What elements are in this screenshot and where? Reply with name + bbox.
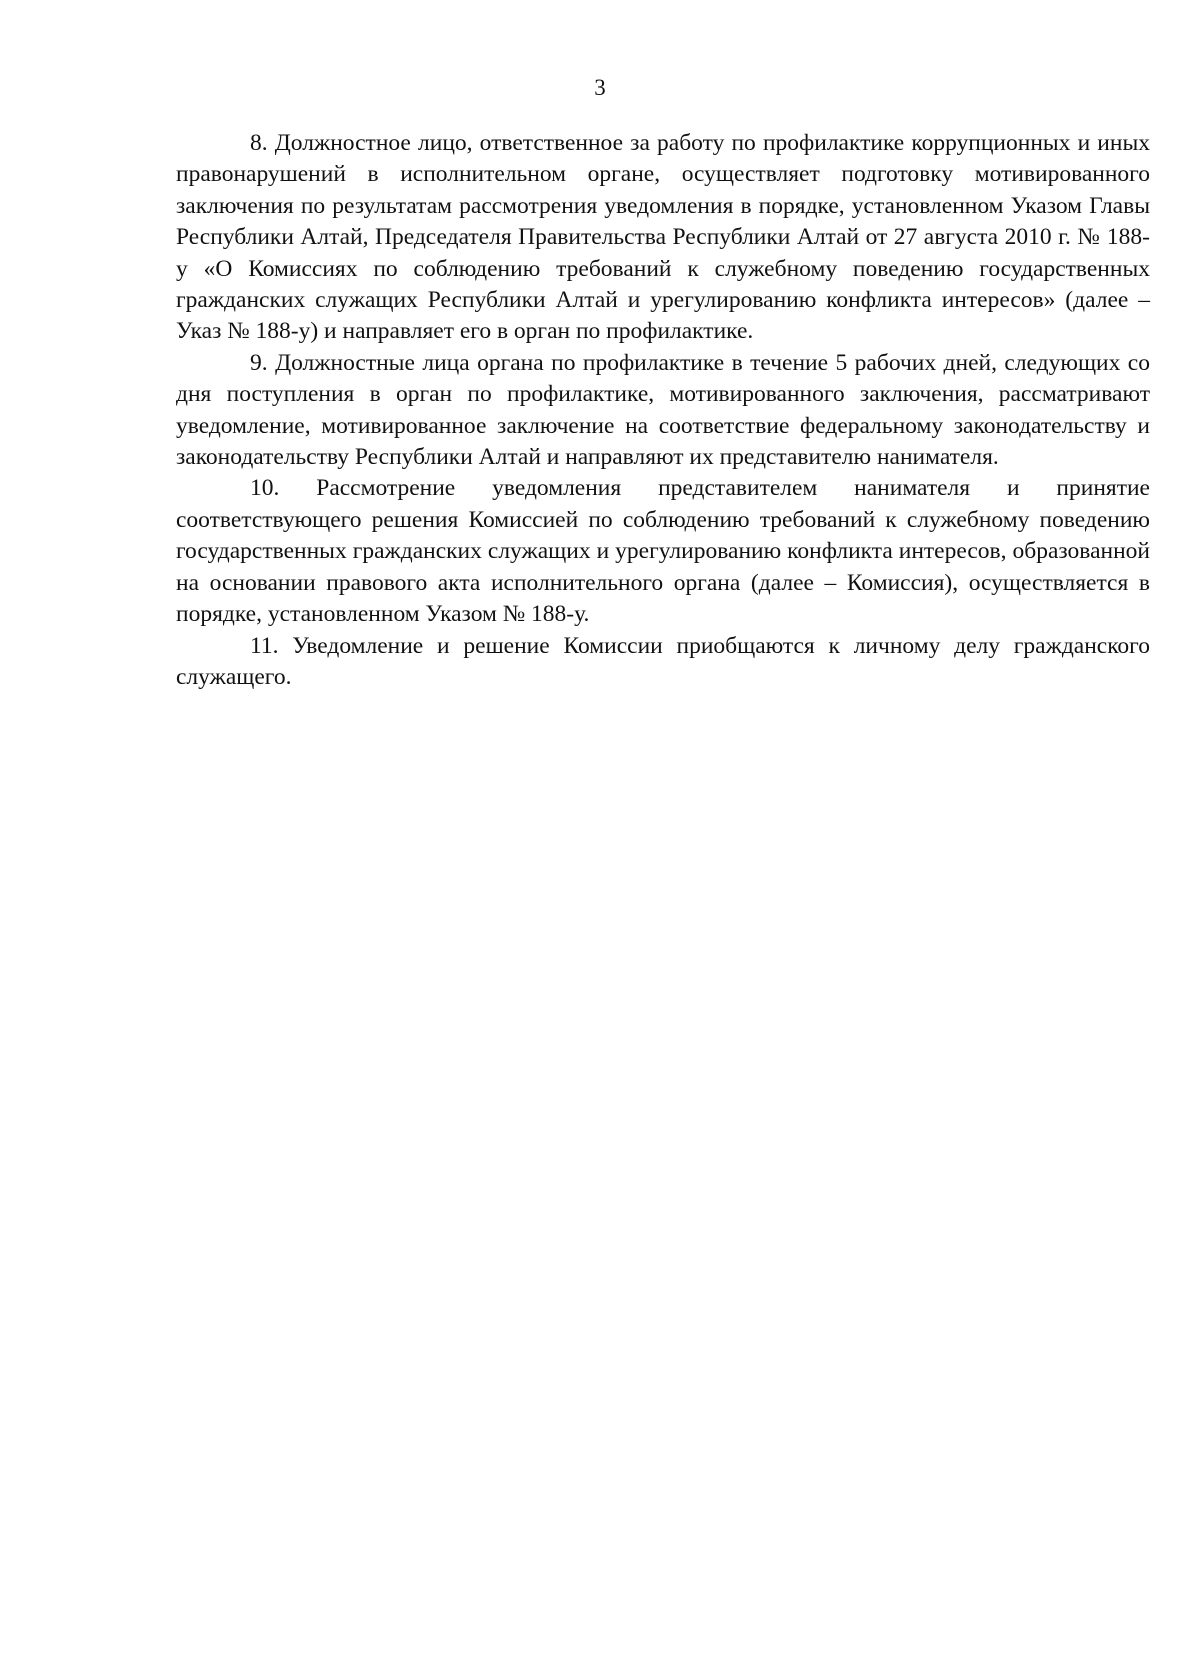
document-body [176, 128, 1150, 693]
paragraph-9: 9. Должностные лица органа по профилактике в течение 5 рабочих дней, следующих со дня поступления в орган по профилактике, мотивированного заключения, рассматривают уведомление, мотивированное заключение на соответствие федеральному законодательству и законодательству Республики Алтай и направляют их представителю нанимателя. [176, 349, 1150, 471]
paragraph-11: 11. Уведомление и решение Комиссии приобщаются к личному делу гражданского служащего. [176, 632, 1150, 690]
page-number: 3 [594, 75, 606, 100]
paragraph-10: 10. Рассмотрение уведомления представителем нанимателя и принятие соответствующего решения Комиссией по соблюдению требований к служебному поведению государственных гражданских служащих и урегулированию конфликта интересов, образованной на основании правового акта исполнительного органа (далее – Комиссия), осуществляется в порядке, установленном Указом № 188-у. [176, 475, 1150, 628]
paragraph-8: 8. Должностное лицо, ответственное за работу по профилактике коррупционных и иных правонарушений в исполнительном органе, осуществляет подготовку мотивированного заключения по результатам рассмотрения уведомления в порядке, установленном Указом Главы Республики Алтай, Председателя Правительства Республики Алтай от 27 августа 2010 г. № 188-у «О Комиссиях по соблюдению требований к служебному поведению государственных гражданских служащих Республики Алтай и урегулированию конфликта интересов» (далее – Указ № 188-у) и направляет его в орган по профилактике. [176, 130, 1150, 345]
